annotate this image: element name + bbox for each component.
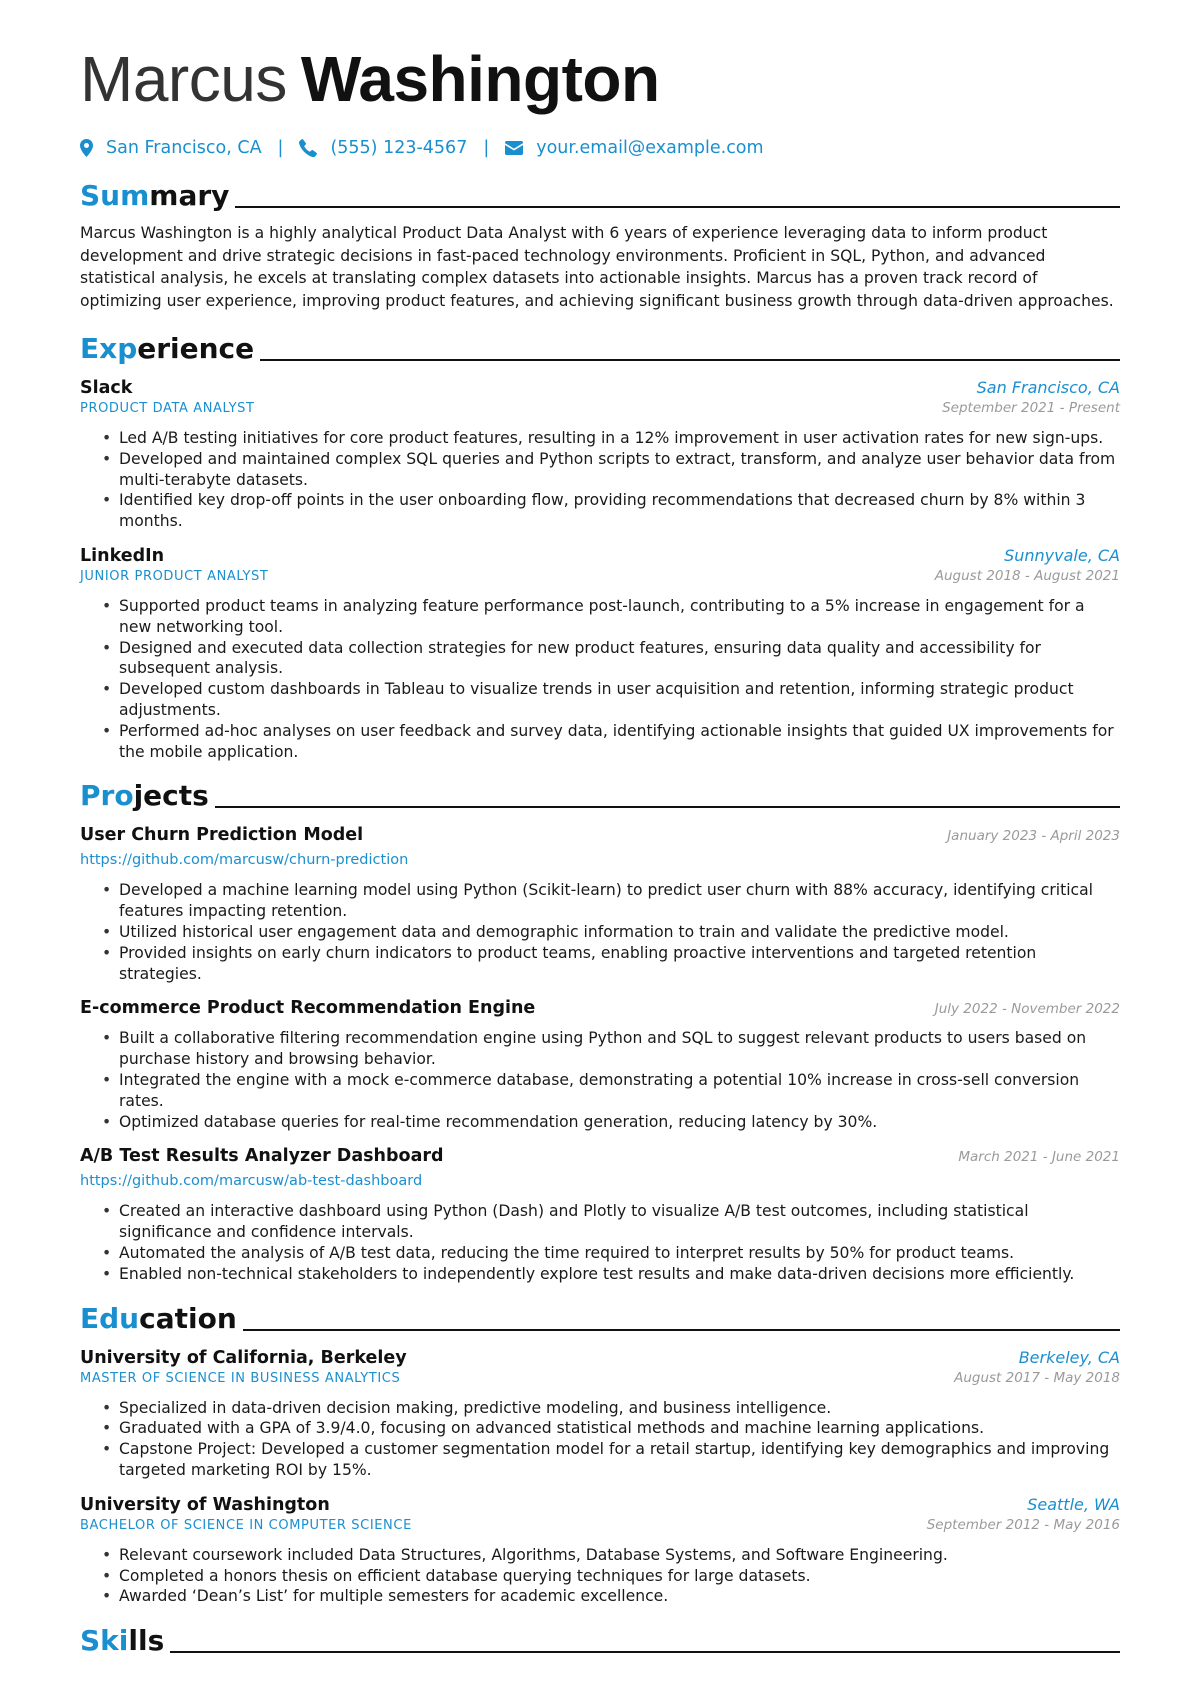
project-name: E-commerce Product Recommendation Engine <box>80 998 536 1019</box>
project-bullets <box>80 1028 1120 1132</box>
phone-icon <box>299 139 317 157</box>
list-item: • Utilized historical user engagement data and demographic information to train and validate the predictive model. <box>102 922 1120 943</box>
project-dates: January 2023 - April 2023 <box>947 828 1120 845</box>
school-entry <box>80 1495 1120 1607</box>
contact-separator: | <box>483 138 490 158</box>
school-bullets <box>80 1545 1120 1607</box>
contact-bar <box>80 134 1120 162</box>
company-name: Slack <box>80 378 133 398</box>
section-rule <box>243 1329 1120 1331</box>
contact-separator: | <box>277 138 284 158</box>
section-rule <box>260 359 1120 361</box>
envelope-icon <box>505 141 523 155</box>
job-location: Sunnyvale, CA <box>1004 545 1120 565</box>
contact-email[interactable] <box>505 138 763 158</box>
school-name: University of California, Berkeley <box>80 1347 407 1368</box>
list-item: • Optimized database queries for real-time recommendation generation, reducing latency by 30%. <box>102 1112 1120 1133</box>
list-item: • Enabled non-technical stakeholders to independently explore test results and make data-driven decisions more efficiently. <box>102 1264 1120 1285</box>
candidate-name <box>80 40 1120 118</box>
education-heading <box>80 1296 1120 1336</box>
school-dates: August 2017 - May 2018 <box>954 1369 1120 1386</box>
list-item: • Developed a machine learning model using Python (Scikit-learn) to predict user churn with 88% accuracy, identifying critical features impacting retention. <box>102 880 1120 922</box>
section-rule <box>235 206 1120 208</box>
list-item: • Awarded ‘Dean’s List’ for multiple semesters for academic excellence. <box>102 1586 1120 1607</box>
list-item: • Performed ad-hoc analyses on user feedback and survey data, identifying actionable insights that guided UX improvements for the mobile application. <box>102 721 1120 763</box>
list-item: • Built a collaborative filtering recommendation engine using Python and SQL to suggest relevant products to users based on purchase history and browsing behavior. <box>102 1028 1120 1070</box>
project-name: A/B Test Results Analyzer Dashboard <box>80 1146 444 1167</box>
list-item: • Automated the analysis of A/B test data, reducing the time required to interpret results by 50% for product teams. <box>102 1243 1120 1264</box>
project-entry <box>80 1146 1120 1284</box>
job-location: San Francisco, CA <box>976 378 1120 397</box>
list-item: • Created an interactive dashboard using Python (Dash) and Plotly to visualize A/B test outcomes, including statistical significance and confidence intervals. <box>102 1201 1120 1243</box>
job-dates: August 2018 - August 2021 <box>934 567 1120 584</box>
section-title: Projects <box>80 779 209 813</box>
list-item: • Completed a honors thesis on efficient database querying techniques for large datasets. <box>102 1566 1120 1587</box>
section-rule <box>215 806 1120 808</box>
school-dates: September 2012 - May 2016 <box>926 1516 1120 1533</box>
project-entry <box>80 825 1120 984</box>
list-item: • Integrated the engine with a mock e-commerce database, demonstrating a potential 10% increase in cross-sell conversion rates. <box>102 1070 1120 1112</box>
section-title: Experience <box>80 332 255 365</box>
school-entry <box>80 1348 1120 1481</box>
list-item: • Specialized in data-driven decision making, predictive modeling, and business intelligence. <box>102 1398 1120 1419</box>
list-item: • Developed custom dashboards in Tableau to visualize trends in user acquisition and retention, informing strategic product adjustments. <box>102 679 1120 721</box>
skills-heading <box>80 1618 1120 1658</box>
list-item: • Led A/B testing initiatives for core product features, resulting in a 12% improvement in user activation rates for new sign-ups. <box>102 428 1120 449</box>
list-item: • Supported product teams in analyzing feature performance post-launch, contributing to a 5% increase in engagement for a new networking tool. <box>102 596 1120 638</box>
summary-heading <box>80 173 1120 213</box>
project-dates: July 2022 - November 2022 <box>934 1001 1120 1018</box>
project-dates: March 2021 - June 2021 <box>958 1149 1120 1166</box>
company-name: LinkedIn <box>80 545 165 566</box>
project-link[interactable]: https://github.com/marcusw/ab-test-dashboard <box>80 1173 423 1190</box>
project-bullets <box>80 880 1120 984</box>
last-name: Washington <box>300 43 660 115</box>
list-item: • Developed and maintained complex SQL queries and Python scripts to extract, transform, and analyze user behavior data from multi-terabyte datasets. <box>102 449 1120 491</box>
first-name: Marcus <box>80 43 287 115</box>
project-bullets <box>80 1201 1120 1284</box>
phone-text: (555) 123-4567 <box>330 138 468 158</box>
school-location: Berkeley, CA <box>1018 1347 1120 1367</box>
location-text: San Francisco, CA <box>106 138 262 158</box>
job-dates: September 2021 - Present <box>942 400 1120 416</box>
list-item: • Identified key drop-off points in the user onboarding flow, providing recommendations that decreased churn by 8% within 3 months. <box>102 490 1120 532</box>
contact-location <box>80 138 262 158</box>
school-location: Seattle, WA <box>1027 1494 1120 1514</box>
section-title: Education <box>80 1301 237 1335</box>
education-list <box>80 1348 1120 1608</box>
list-item: • Provided insights on early churn indicators to product teams, enabling proactive interventions and targeted retention strategies. <box>102 943 1120 985</box>
school-name: University of Washington <box>80 1494 330 1515</box>
section-title: Summary <box>80 179 230 212</box>
job-role: PRODUCT DATA ANALYST <box>80 401 255 416</box>
project-link[interactable]: https://github.com/marcusw/churn-prediction <box>80 852 409 869</box>
job-entry <box>80 378 1120 532</box>
job-entry <box>80 546 1120 762</box>
project-entry <box>80 998 1120 1132</box>
list-item: • Capstone Project: Developed a customer segmentation model for a retail startup, identifying key demographics and improving targeted marketing ROI by 15%. <box>102 1439 1120 1481</box>
list-item: • Graduated with a GPA of 3.9/4.0, focusing on advanced statistical methods and machine learning applications. <box>102 1418 1120 1439</box>
email-link: your.email@example.com <box>536 138 764 158</box>
projects-list <box>80 825 1120 1284</box>
degree: MASTER OF SCIENCE IN BUSINESS ANALYTICS <box>80 1370 401 1386</box>
contact-phone[interactable] <box>299 138 467 158</box>
list-item: • Designed and executed data collection strategies for new product features, ensuring data quality and accessibility for subsequent analysis. <box>102 638 1120 680</box>
map-pin-icon <box>80 139 93 157</box>
experience-list <box>80 378 1120 762</box>
summary-text: Marcus Washington is a highly analytical Product Data Analyst with 6 years of experience leveraging data to inform product development and drive strategic decisions in fast-paced technology environments. Proficient in SQL, Python, and advanced statistical analysis, he excels at translating complex datasets into actionable insights. Marcus has a proven track record of optimizing user experience, improving product features, and achieving significant business growth through data-driven approaches. <box>80 224 1114 310</box>
resume-page <box>80 40 1120 1658</box>
section-title: Skills <box>80 1624 165 1658</box>
job-role: JUNIOR PRODUCT ANALYST <box>80 568 269 584</box>
job-bullets <box>80 428 1120 532</box>
experience-heading <box>80 326 1120 366</box>
section-rule <box>170 1651 1120 1653</box>
job-bullets <box>80 596 1120 762</box>
list-item: • Relevant coursework included Data Structures, Algorithms, Database Systems, and Software Engineering. <box>102 1545 1120 1566</box>
projects-heading <box>80 773 1120 813</box>
degree: BACHELOR OF SCIENCE IN COMPUTER SCIENCE <box>80 1517 412 1533</box>
project-name: User Churn Prediction Model <box>80 825 364 846</box>
school-bullets <box>80 1398 1120 1481</box>
